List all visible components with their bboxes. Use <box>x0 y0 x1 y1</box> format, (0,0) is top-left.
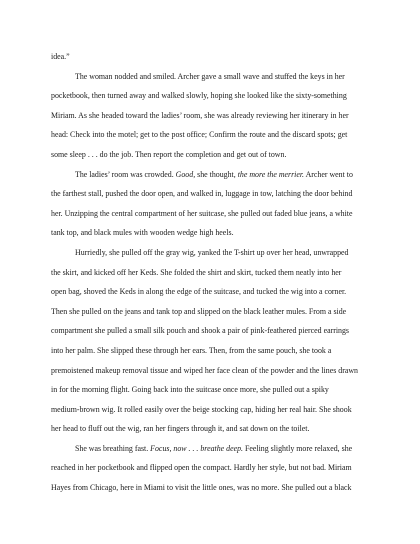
italic-text: the more the merrier. <box>237 169 305 179</box>
text-run: into her palm. She slipped these through her ears. Then, from the same pouch, she took a <box>51 345 332 355</box>
text-line <box>51 223 375 243</box>
text-run: pocketbook, then turned away and walked slowly, hoping she looked like the sixty-something <box>51 91 347 101</box>
text-run: Feeling slightly more relaxed, she <box>243 443 353 453</box>
text-run: Miriam. As she headed toward the ladies’ room, she was already reviewing her itinerary in her <box>51 110 349 120</box>
text-run: in for the morning flight. Going back into the suitcase once more, she pulled out a spiky <box>51 385 329 395</box>
text-line <box>51 380 375 400</box>
paragraph-first-line <box>51 439 375 459</box>
text-run: the skirt, and kicked off her Keds. She folded the shirt and skirt, tucked them neatly into her <box>51 267 342 277</box>
text-run: the farthest stall, pushed the door open, and walked in, luggage in tow, latching the door behind <box>51 189 353 199</box>
text-line <box>51 321 375 341</box>
text-run: The ladies’ room was crowded. <box>75 169 176 179</box>
text-line <box>51 47 375 67</box>
text-run: Hurriedly, she pulled off the gray wig, yanked the T-shirt up over her head, unwrapped <box>75 247 349 257</box>
text-run: reached in her pocketbook and flipped open the compact. Hardly her style, but not bad. Miriam <box>51 463 352 473</box>
text-line <box>51 400 375 420</box>
paragraph-first-line <box>51 165 375 185</box>
text-line <box>51 458 375 478</box>
text-run: Archer went to <box>304 169 353 179</box>
text-line <box>51 478 375 498</box>
text-run: open bag, shoved the Keds in along the edge of the suitcase, and tucked the wig into a corner. <box>51 287 347 297</box>
paragraph-first-line <box>51 67 375 87</box>
text-run: The woman nodded and smiled. Archer gave a small wave and stuffed the keys in her <box>75 71 345 81</box>
text-line <box>51 184 375 204</box>
text-run: She was breathing fast. <box>75 443 151 453</box>
text-line <box>51 106 375 126</box>
text-run: medium-brown wig. It rolled easily over the beige stocking cap, hiding her real hair. She shook <box>51 404 352 414</box>
text-line <box>51 263 375 283</box>
text-line <box>51 341 375 361</box>
text-run: some sleep . . . do the job. Then report the completion and get out of town. <box>51 149 287 159</box>
text-line <box>51 361 375 381</box>
text-line <box>51 419 375 439</box>
text-run: tank top, and black mules with wooden wedge high heels. <box>51 228 234 238</box>
text-line <box>51 86 375 106</box>
text-run: idea.” <box>51 52 70 61</box>
italic-text: Good, <box>175 169 196 179</box>
text-run: her. Unzipping the central compartment of her suitcase, she pulled out faded blue jeans, a white <box>51 208 353 218</box>
text-run: compartment she pulled a small silk pouch and shook a pair of pink-feathered pierced earrings <box>51 326 349 336</box>
text-line <box>51 302 375 322</box>
italic-text: Focus, now . . . breathe deep. <box>150 443 244 453</box>
body-text <box>51 47 375 498</box>
text-run: premoistened makeup removal tissue and wiped her face clean of the powder and the lines drawn <box>51 365 358 375</box>
text-run: her head to fluff out the wig, ran her fingers through it, and sat down on the toilet. <box>51 424 310 434</box>
text-line <box>51 282 375 302</box>
text-line <box>51 125 375 145</box>
text-line <box>51 145 375 165</box>
text-run: head: Check into the motel; get to the post office; Confirm the route and the discard spots; get <box>51 130 348 140</box>
text-run: Hayes from Chicago, here in Miami to visit the little ones, was no more. She pulled out a black <box>51 483 352 493</box>
text-run: Then she pulled on the jeans and tank top and slipped on the black leather mules. From a side <box>51 306 347 316</box>
paragraph-first-line <box>51 243 375 263</box>
text-run: she thought, <box>195 169 238 179</box>
text-line <box>51 204 375 224</box>
